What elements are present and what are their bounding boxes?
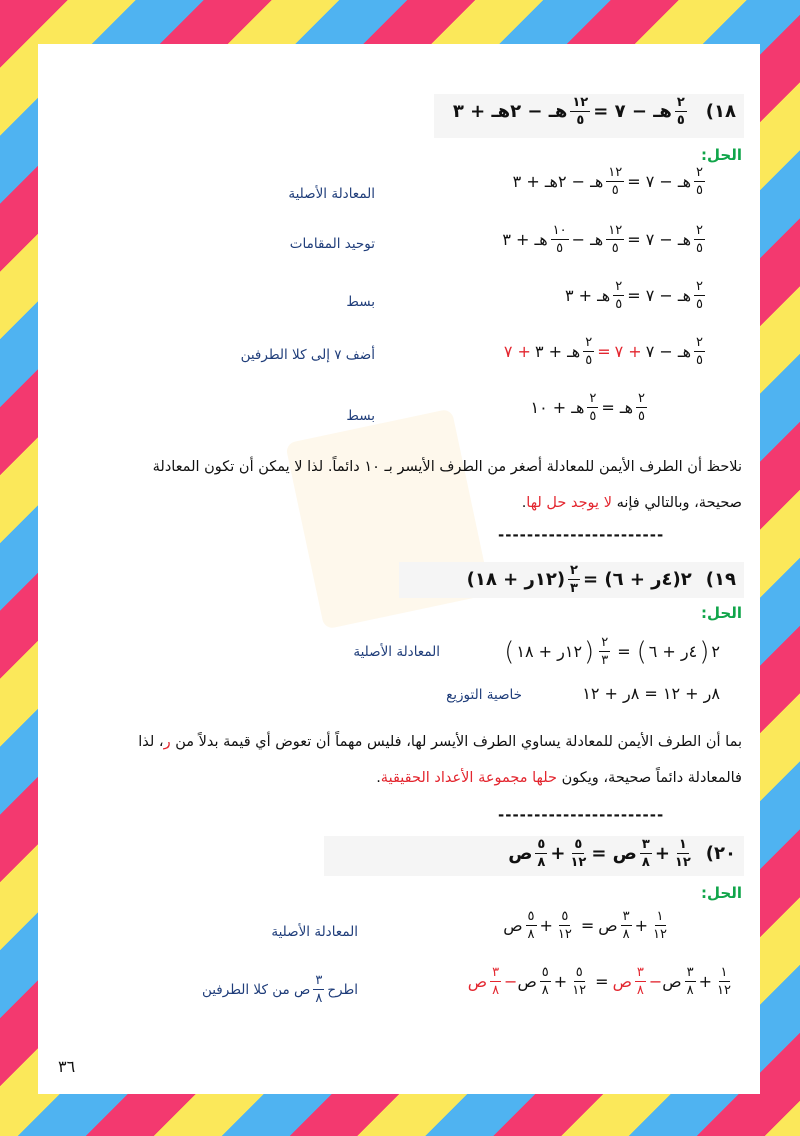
conclusion-paragraph: نلاحظ أن الطرف الأيمن للمعادلة أصغر من الطرف الأيسر بـ ١٠ دائماً. لذا لا يمكن أن تكون المعادلة صحيحة، وبالتالي فإنه لا يوجد حل لها.	[152, 459, 742, 511]
equation-step-1: $\frac{٢}{٥}$ هـ − ٧ = $\frac{١٢}{٥}$ هـ − ٢هـ + ٣	[512, 165, 703, 198]
separator: -----------------------	[498, 806, 665, 824]
question-number: ١٨)	[705, 101, 736, 122]
conclusion-paragraph: بما أن الطرف الأيمن للمعادلة يساوي الطرف الأيسر لها، فليس مهماً أن تعوض أي قيمة بدلاً من ر، لذا فالمعادلة دائماً صحيحة، ويكون حلها مجموعة الأعداد الحقيقية.	[138, 734, 742, 786]
solution-label: الحل:	[701, 146, 742, 164]
equation-step-4: $\frac{٢}{٥}$ هـ − ٧ + ٧ = $\frac{٢}{٥}$ هـ + ٣ + ٧	[503, 335, 703, 368]
step-label: المعادلة الأصلية	[288, 186, 375, 202]
equation-step-5: $\frac{٢}{٥}$ هـ = $\frac{٢}{٥}$ هـ + ١٠	[530, 391, 645, 424]
step-label: بسط	[346, 294, 375, 310]
equation-step-1: $\frac{١}{١٢}$ + $\frac{٣}{٨}$ ص = $\frac{٥}{١٢}$ + $\frac{٥}{٨}$ ص	[503, 909, 667, 942]
equation-step-3: $\frac{٢}{٥}$ هـ − ٧ = $\frac{٢}{٥}$ هـ + ٣	[564, 279, 703, 312]
equation-step-2: ٨ر + ١٢ = ٨ر + ١٢	[582, 684, 720, 703]
equation-step-2: $\frac{١}{١٢}$ + $\frac{٣}{٨}$ ص − $\frac{٣}{٨}$ ص = $\frac{٥}{١٢}$ + $\frac{٥}{٨}$ ص − $\frac{٣}{٨}$ ص	[467, 965, 731, 998]
equation-step-1: ٢ ( ٤ر + ٦ ) = $\frac{٢}{٣}$ ( ١٢ر + ١٨ )	[504, 635, 720, 668]
document-page	[38, 44, 760, 1094]
step-label: توحيد المقامات	[289, 236, 375, 252]
step-label: بسط	[346, 408, 375, 424]
separator: -----------------------	[498, 526, 665, 544]
step-label: اطرح $\frac{٣}{٨}$ ص من كلا الطرفين	[201, 973, 358, 1006]
solution-label: الحل:	[701, 604, 742, 622]
equation-step-2: $\frac{٢}{٥}$ هـ − ٧ = $\frac{١٢}{٥}$ هـ − $\frac{١٠}{٥}$ هـ + ٣	[502, 223, 703, 256]
question-18-statement: ١٨) $\frac{٢}{٥}$ هـ − ٧ = $\frac{١٢}{٥}$ هـ − ٢هـ + ٣	[452, 95, 736, 128]
step-label: خاصية التوزيع	[446, 687, 522, 703]
solution-label: الحل:	[701, 884, 742, 902]
step-label: المعادلة الأصلية	[271, 924, 358, 940]
question-20-statement: ٢٠) $\frac{١}{١٢}$ + $\frac{٣}{٨}$ ص = $\frac{٥}{١٢}$ + $\frac{٥}{٨}$ ص	[508, 837, 736, 870]
step-label: المعادلة الأصلية	[353, 644, 440, 660]
page-number: ٣٦	[58, 1057, 76, 1076]
question-19-statement: ١٩) ٢(٤ر + ٦) = $\frac{٢}{٣}$ (١٢ر + ١٨)	[466, 563, 736, 596]
step-label: أضف ٧ إلى كلا الطرفين	[240, 347, 375, 363]
